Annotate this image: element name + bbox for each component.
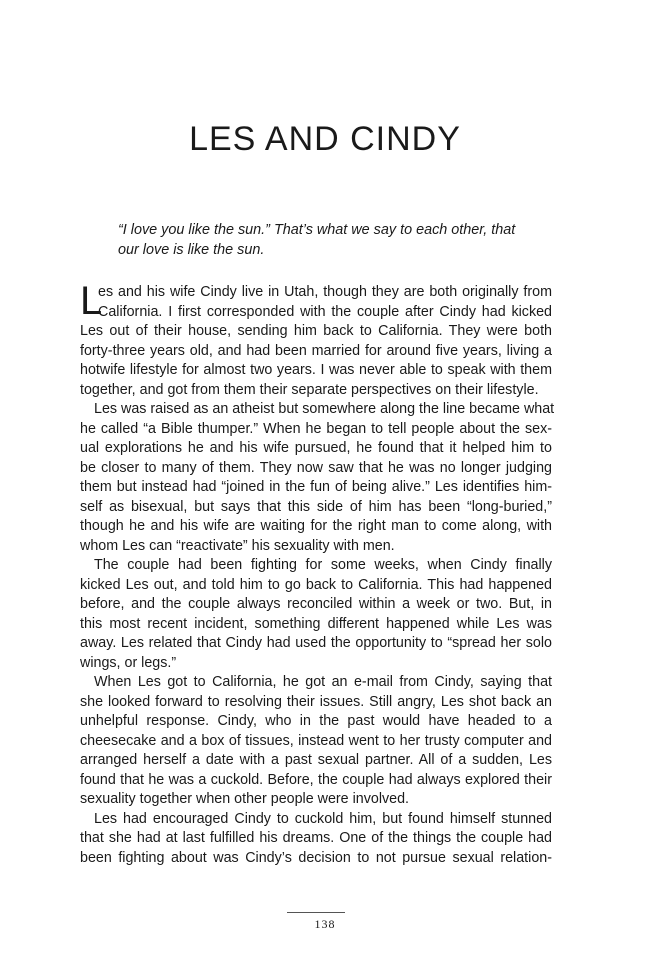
body-line: unhelpful response. Cindy, who in the past would have headed to a: [80, 713, 552, 729]
body-line: forty-three years old, and had been married for around five years, living a: [80, 342, 552, 359]
body-line: The couple had been fighting for some weeks, when Cindy finally: [94, 557, 552, 573]
drop-cap: L: [80, 279, 103, 323]
page-number: 138: [314, 917, 336, 931]
chapter-title: LES AND CINDY: [189, 120, 461, 158]
body-line: before, and the couple always reconciled within a week or two. But, in: [80, 596, 552, 612]
body-line: self as bisexual, but says that this side of him has been “long-buried,”: [80, 498, 552, 515]
footer-rule: [287, 912, 345, 913]
body-line: whom Les can “reactivate” his sexuality with men.: [80, 537, 395, 554]
body-line: Les out of their house, sending him back to California. They were both: [80, 323, 552, 339]
body-line: found that he was a cuckold. Before, the couple had always explored their: [80, 771, 552, 788]
body-line: that she had at last fulfilled his dreams. One of the things the couple had: [80, 830, 552, 846]
body-line: been fighting about was Cindy’s decision to not pursue sexual relation-: [80, 849, 552, 866]
body-line: hotwife lifestyle for almost two years. I was never able to speak with them: [80, 362, 552, 378]
epigraph-line: “I love you like the sun.” That’s what we say to each other, that: [118, 222, 516, 238]
body-line: away. Les related that Cindy had used the opportunity to “spread her solo: [80, 635, 552, 651]
body-line: be closer to many of them. They now saw that he was no longer judging: [80, 459, 552, 476]
epigraph-line: our love is like the sun.: [118, 241, 265, 258]
body-line: them but instead had “joined in the fun of being alive.” Les identifies him-: [80, 479, 552, 495]
body-line: ual explorations he and his wife pursued, he found that it helped him to: [80, 440, 552, 456]
body-line: she looked forward to resolving their issues. Still angry, Les shot back an: [80, 693, 552, 710]
body-line: though he and his wife are waiting for the right man to come along, with: [80, 518, 552, 534]
body-line: California. I first corresponded with the couple after Cindy had kicked: [98, 303, 552, 320]
body-line: cheesecake and a box of tissues, instead went to her trusty computer and: [80, 732, 552, 749]
body-line: he called “a Bible thumper.” When he began to tell people about the sex-: [80, 420, 552, 437]
body-text: [80, 279, 555, 868]
body-line: Les was raised as an atheist but somewhere along the line became what: [94, 401, 555, 417]
body-line: sexuality together when other people were involved.: [80, 791, 410, 807]
epigraph: [118, 221, 538, 260]
body-line: Les had encouraged Cindy to cuckold him, but found himself stunned: [94, 810, 552, 827]
body-line: this most recent incident, something different happened while Les was: [80, 615, 552, 632]
body-line: es and his wife Cindy live in Utah, though they are both originally from: [98, 284, 552, 300]
body-line: When Les got to California, he got an e-mail from Cindy, saying that: [94, 674, 552, 690]
body-line: kicked Les out, and told him to go back to California. This had happened: [80, 576, 552, 593]
body-line: together, and got from them their separate perspectives on their lifestyle.: [80, 381, 539, 398]
body-line: arranged herself a date with a past sexual partner. All of a sudden, Les: [80, 752, 552, 768]
body-line: wings, or legs.”: [80, 654, 177, 671]
